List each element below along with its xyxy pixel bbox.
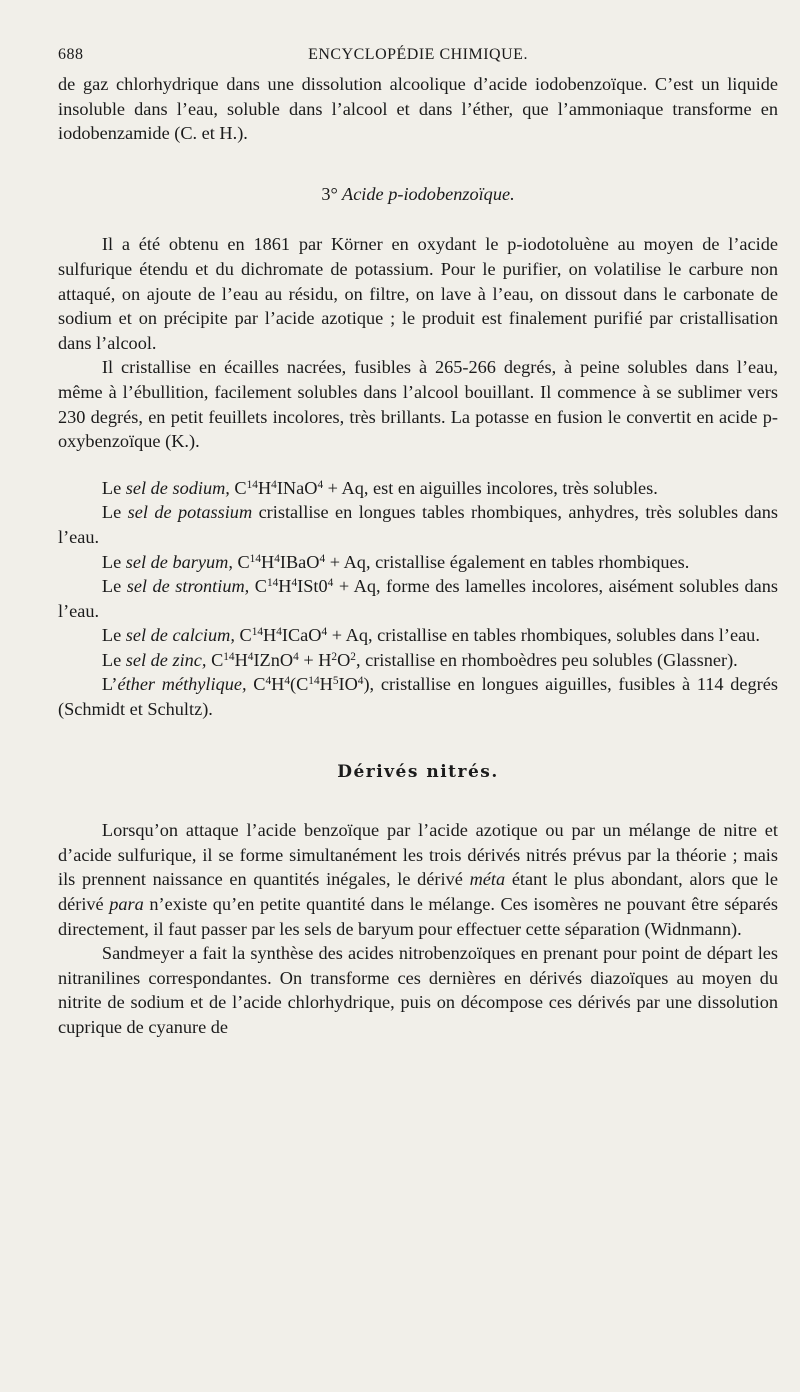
paragraph-sel-potassium: Le sel de potassium cristallise en longues tables rhombiques, anhydres, très solubles dans l’eau. bbox=[58, 502, 778, 547]
section-heading-derives-nitres: Dérivés nitrés. bbox=[337, 761, 499, 782]
paragraph-sandmeyer: Sandmeyer a fait la synthèse des acides nitrobenzoïques en prenant pour point de départ les nitranilines correspondantes. On transforme ces dernières en dérivés diazoïques au moyen du nitrite de sodium et de l’acide chlorhydrique, puis on décompose ces dérivés par une dissolution cuprique de cyanure de bbox=[58, 943, 778, 1037]
salt-name: sel de strontium, bbox=[126, 576, 250, 597]
paragraph-sel-baryum: Le sel de baryum, $C^{14}H^4IBaO^4 + Aq$, cristallise également en tables rhombiques. bbox=[101, 551, 690, 572]
section-heading-p-iodobenzoique bbox=[58, 182, 778, 207]
paragraph-cristallise: Il cristallise en écailles nacrées, fusibles à 265-266 degrés, à peine solubles dans l’eau, même à l’ébullition, facilement solubles dans l’alcool bouillant. Il commence à se sublimer vers 230 degrés, en petit feuillets incolores, très brillants. La potasse en fusion le convertit en acide p-oxybenzoïque (K.). bbox=[58, 357, 778, 452]
salt-name: sel de zinc, bbox=[125, 649, 207, 670]
running-title: ENCYCLOPÉDIE CHIMIQUE. bbox=[308, 46, 528, 63]
section-title: Acide p-iodobenzoïque. bbox=[342, 183, 515, 204]
paragraph-sel-sodium: Le sel de sodium, $C^{14}H^4INaO^4 + Aq$, est en aiguilles incolores, très solubles. bbox=[101, 477, 658, 498]
paragraph-obtenu: Il a été obtenu en 1861 par Körner en oxydant le p-iodotoluène au moyen de l’acide sulfurique étendu et du dichromate de potassium. Pour le purifier, on volatilise le carbure non attaqué, on ajoute de l’eau au résidu, on filtre, on lave à l’eau, on dissout dans le carbonate de sodium et on précipite par l’acide azotique ; le produit est finalement purifié par cristallisation dans l’alcool. bbox=[58, 234, 778, 353]
paragraph-sel-zinc: Le sel de zinc, $C^{14}H^4IZnO^4 + H^2O^2$, cristallise en rhomboèdres peu solubles (Glassner). bbox=[101, 649, 738, 670]
page-number: 688 bbox=[58, 46, 84, 63]
salt-name: sel de baryum, bbox=[125, 551, 233, 572]
page-body bbox=[58, 72, 778, 1040]
paragraph-sel-calcium: Le sel de calcium, $C^{14}H^4ICaO^4 + Aq$, cristallise en tables rhombiques, solubles dans l’eau. bbox=[101, 625, 760, 646]
section-number: 3° bbox=[321, 183, 338, 204]
salt-name: sel de sodium, bbox=[125, 477, 230, 498]
salt-name: éther méthylique, bbox=[117, 674, 247, 695]
paragraph-intro: de gaz chlorhydrique dans une dissolution alcoolique d’acide iodobenzoïque. C’est un liquide insoluble dans l’eau, soluble dans l’alcool et dans l’éther, que l’ammoniaque transforme en iodobenzamide (C. et H.). bbox=[58, 74, 778, 144]
paragraph-ether-methylique: L’éther méthylique, $C^4H^4(C^{14}H^5IO^4)$, cristallise en longues aiguilles, fusibles à 114 degrés (Schmidt et Schultz). bbox=[58, 674, 778, 720]
term-para: para bbox=[109, 894, 144, 915]
paragraph-attaque: Lorsqu’on attaque l’acide benzoïque par l’acide azotique ou par un mélange de nitre et d’acide sulfurique, il se forme simultanément les trois dérivés nitrés prévus par la théorie ; mais ils prennent naissance en quantités inégales, le dérivé méta étant le plus abondant, alors que le dérivé para n’existe qu’en petite quantité dans le mélange. Ces isomères ne pouvant être séparés directement, il faut passer par les sels de baryum pour effectuer cette séparation (Widnmann). bbox=[58, 820, 779, 939]
page-header bbox=[58, 44, 778, 72]
salt-name: sel de calcium, bbox=[125, 625, 235, 646]
paragraph-sel-strontium: Le sel de strontium, $C^{14}H^4ISt0^4 + Aq$, forme des lamelles incolores, aisément solubles dans l’eau. bbox=[58, 576, 779, 621]
term-meta: méta bbox=[469, 869, 506, 890]
salt-name: sel de potassium bbox=[127, 502, 253, 523]
